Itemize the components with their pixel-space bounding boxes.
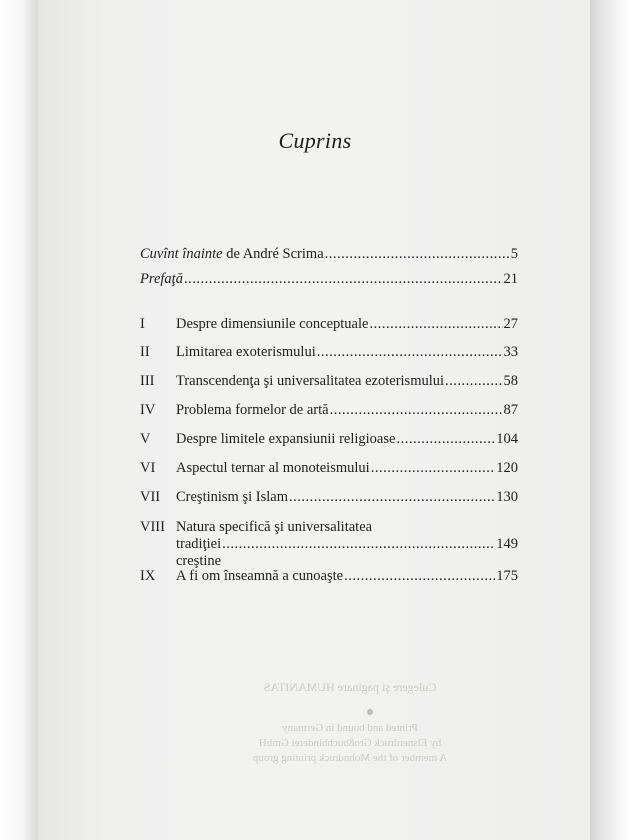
dot-leader [317,344,503,361]
chapter-page: 87 [503,402,518,418]
toc-entry-chapter-6 [140,460,518,480]
right-page-edge [590,0,630,840]
toc-entry-chapter-9 [140,568,518,588]
chapter-page: 33 [503,344,518,360]
chapter-title: Despre dimensiunile conceptuale [176,316,369,332]
dot-leader [445,373,502,390]
toc-entry-chapter-1 [140,316,518,336]
dot-leader [222,536,495,553]
toc-entry-chapter-2 [140,344,518,364]
preface-page: 21 [503,271,518,287]
chapter-page: 175 [496,568,518,584]
preface-label: Prefaţă [140,271,183,287]
chapter-number: IX [140,568,156,584]
toc-entry-preface [140,271,518,291]
chapter-title: A fi om înseamnă a cunoaşte [176,568,344,584]
chapter-title-line-2: tradiţiei creştine [176,536,222,569]
toc-entry-chapter-7 [140,489,518,509]
chapter-number: I [140,316,145,332]
colophon-typesetting: Culegere şi paginare HUMANITAS [263,680,437,694]
chapter-title: Transcendenţa şi universalitatea ezoterismului [176,373,445,389]
toc-entry-chapter-3 [140,373,518,393]
chapter-page: 58 [503,373,518,389]
chapter-number: V [140,431,151,447]
chapter-number: VI [140,460,156,476]
chapter-title: Aspectul ternar al monoteismului [176,460,370,476]
dot-leader [325,246,510,263]
dot-leader [184,271,503,288]
dot-leader [396,431,495,448]
ink-mark [367,709,373,715]
dot-leader [369,316,502,333]
chapter-number: IV [140,402,156,418]
dot-leader [289,489,495,506]
chapter-page: 104 [496,431,518,447]
dot-leader [371,460,496,477]
show-through-colophon [200,680,500,766]
chapter-number: II [140,344,150,360]
chapter-title: Limitarea exoterismului [176,344,316,360]
chapter-page: 149 [496,536,518,552]
chapter-page: 27 [503,316,518,332]
toc-entry-chapter-4 [140,402,518,422]
foreword-author: de André Scrima [222,246,324,262]
chapter-title-line-1: Natura specifică şi universalitatea [176,519,373,535]
chapter-page: 130 [496,489,518,505]
foreword-page: 5 [510,246,518,262]
chapter-title: Problema formelor de artă [176,402,329,418]
toc-entry-chapter-5 [140,431,518,451]
chapter-number: VII [140,489,161,505]
page-title: Cuprins [278,128,352,153]
left-page-edge [0,0,38,840]
foreword-label: Cuvînt înainte [140,246,223,262]
dot-leader [344,568,495,585]
chapter-title: Creştinism şi Islam [176,489,288,505]
chapter-number: VIII [140,519,165,535]
toc-entry-foreword [140,246,518,266]
toc-entry-chapter-8 [140,519,518,570]
colophon-group: A member of the Mohndruck printing group [252,752,448,764]
chapter-title: Despre limitele expansiunii religioase [176,431,396,447]
colophon-printer: by Elsnerdruck Großbuchbinderei GmbH [258,737,442,749]
chapter-page: 120 [496,460,518,476]
colophon-printed: Printed and bound in Germany [282,722,418,734]
chapter-number: III [140,373,155,389]
dot-leader [330,402,503,419]
